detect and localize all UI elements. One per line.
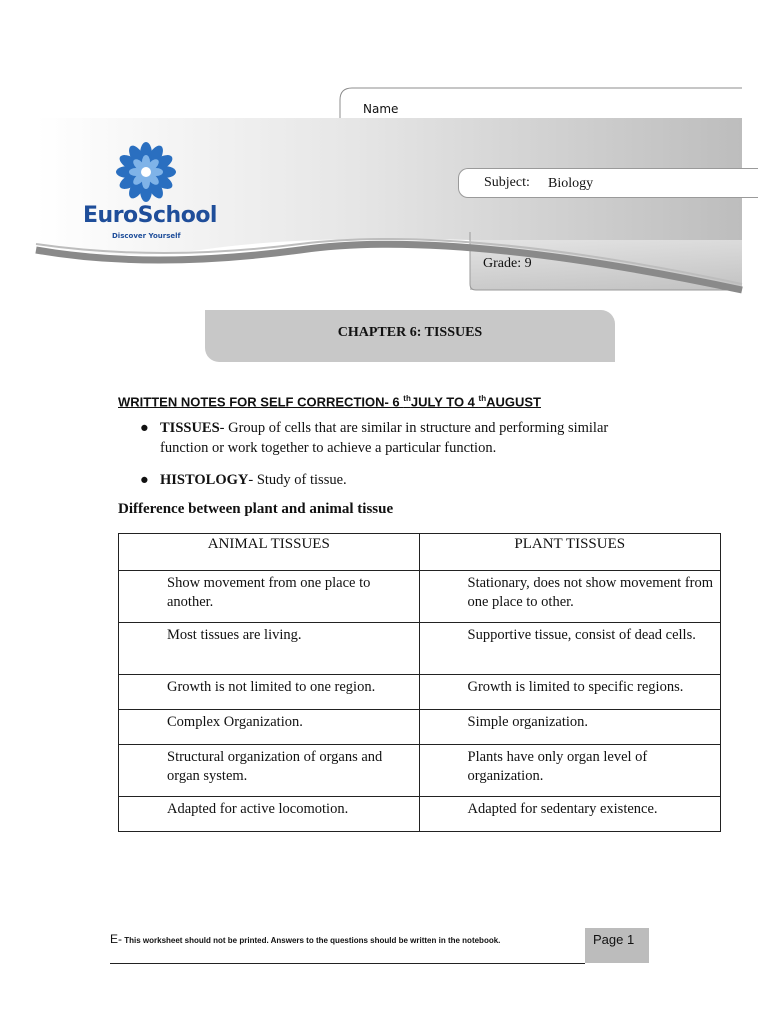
subject-label: Subject: (484, 175, 530, 190)
notes-title-sup2: th (478, 394, 487, 403)
bullet-definition: - Study of tissue. (248, 472, 347, 488)
notes-title-part3: AUGUST (486, 394, 541, 410)
bullet-text (160, 418, 660, 458)
table-cell: Structural organization of organs and organ system. (119, 745, 420, 797)
tissue-comparison-table (118, 533, 721, 832)
footer-divider (110, 963, 585, 964)
table-cell: Most tissues are living. (119, 623, 420, 675)
table-header-row (119, 534, 721, 571)
footer-prefix: E- (110, 932, 122, 946)
table-header-cell: ANIMAL TISSUES (119, 534, 420, 571)
table-cell: Adapted for active locomotion. (119, 797, 420, 832)
bullet-term: HISTOLOGY (160, 472, 249, 488)
bullet-dot-icon: ● (140, 472, 149, 488)
table-cell: Stationary, does not show movement from one place to other. (419, 571, 721, 623)
table-header-cell: PLANT TISSUES (419, 534, 721, 571)
chapter-banner (205, 310, 615, 362)
chapter-title: CHAPTER 6: TISSUES (337, 325, 483, 340)
table-cell: Complex Organization. (119, 710, 420, 745)
header-graphic (0, 0, 768, 300)
table-cell: Simple organization. (419, 710, 721, 745)
table-cell: Supportive tissue, consist of dead cells. (419, 623, 721, 675)
subject-value: Biology (548, 176, 594, 191)
table-row (119, 675, 721, 710)
table-cell: Plants have only organ level of organization. (419, 745, 721, 797)
name-label: Name (363, 102, 399, 116)
bullet-text (160, 470, 347, 490)
table-row (119, 571, 721, 623)
table-row (119, 710, 721, 745)
table-row (119, 797, 721, 832)
page-number-box (585, 928, 649, 963)
difference-title: Difference between plant and animal tissue (118, 501, 394, 517)
table-cell: Growth is not limited to one region. (119, 675, 420, 710)
footer-note (110, 934, 580, 946)
bullet-term: TISSUES (160, 420, 220, 436)
subject-field (458, 168, 758, 198)
notes-title-part1: WRITTEN NOTES FOR SELF CORRECTION- 6 (118, 394, 404, 410)
notes-title-part2: JULY TO 4 (410, 394, 479, 410)
table-row (119, 623, 721, 675)
page-number: Page 1 (593, 932, 635, 947)
school-logo-tagline: Discover Yourself (112, 232, 181, 240)
page-footer (110, 928, 650, 964)
table-row (119, 745, 721, 797)
bullet-dot-icon: ● (140, 420, 149, 436)
notes-title (118, 394, 541, 409)
notes-title-sup1: th (403, 394, 411, 403)
table-cell: Growth is limited to specific regions. (419, 675, 721, 710)
table-cell: Adapted for sedentary existence. (419, 797, 721, 832)
school-logo-text: EuroSchool (83, 203, 217, 228)
footer-text: This worksheet should not be printed. Answers to the questions should be written in the notebook. (122, 936, 501, 945)
grade-label: Grade: 9 (483, 256, 532, 271)
bullet-definition: - Group of cells that are similar in structure and performing similar function or work together to achieve a particular function. (160, 420, 609, 456)
table-cell: Show movement from one place to another. (119, 571, 420, 623)
worksheet-header (0, 0, 768, 300)
